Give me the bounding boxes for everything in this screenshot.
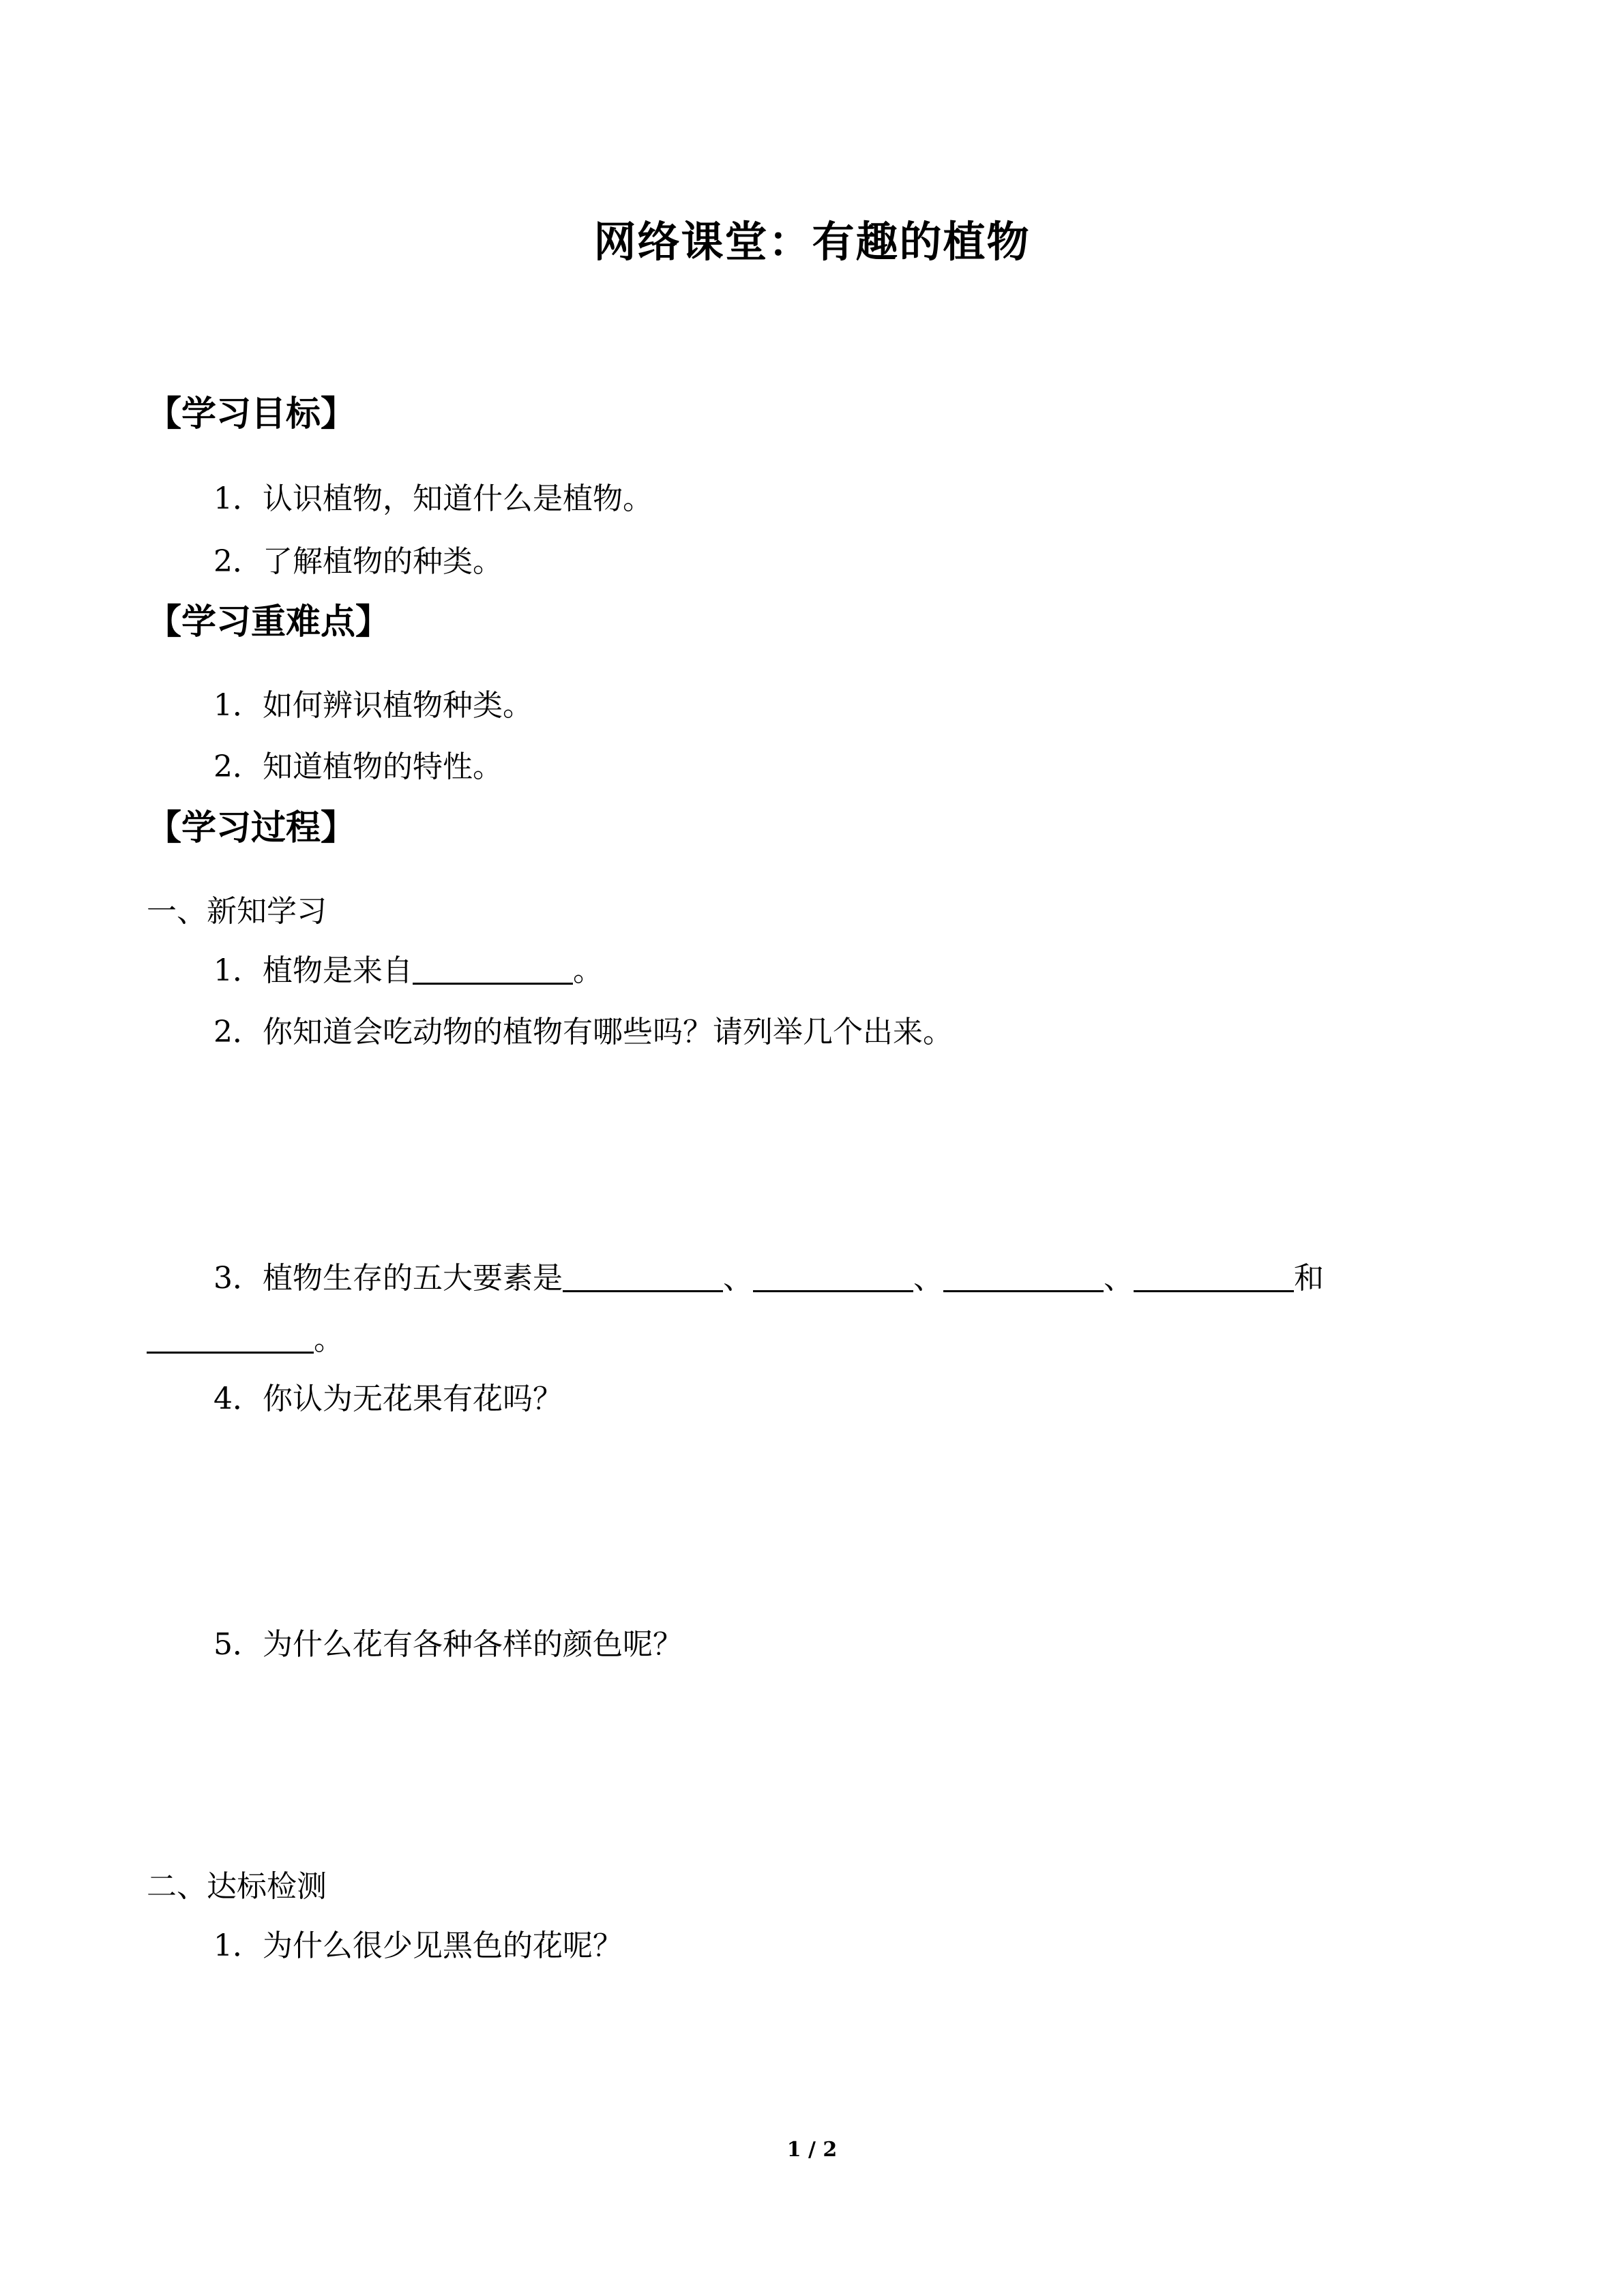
question-3-end: 。	[314, 1322, 344, 1357]
section-new-knowledge-title: 一、新知学习	[147, 894, 327, 929]
answer-blank[interactable]	[563, 1289, 723, 1292]
document-title: 网络课堂：有趣的植物	[593, 217, 1031, 267]
question-2: 2．你知道会吃动物的植物有哪些吗？请列举几个出来。	[213, 1015, 953, 1049]
key-points-heading: 【学习重难点】	[147, 601, 391, 642]
question-1	[213, 946, 603, 989]
separator: 、	[1104, 1261, 1134, 1296]
answer-blank[interactable]	[147, 1351, 314, 1354]
question-4: 4．你认为无花果有花吗？	[213, 1382, 563, 1416]
objective-item-1: 1．认识植物，知道什么是植物。	[213, 481, 653, 516]
question-1-end: 。	[573, 953, 603, 988]
page-number: 1 / 2	[786, 2138, 838, 2162]
section-assessment-title: 二、达标检测	[147, 1869, 327, 1904]
question-5: 5．为什么花有各种各样的颜色呢？	[213, 1627, 683, 1662]
answer-blank[interactable]	[943, 1289, 1104, 1292]
assessment-question-1: 1．为什么很少见黑色的花呢？	[213, 1928, 623, 1963]
key-point-item-1: 1．如何辨识植物种类。	[213, 688, 533, 723]
conjunction: 和	[1294, 1261, 1324, 1296]
objectives-heading: 【学习目标】	[147, 393, 356, 434]
question-1-text: 1．植物是来自	[213, 953, 413, 988]
process-heading: 【学习过程】	[147, 807, 356, 848]
answer-blank[interactable]	[1134, 1289, 1294, 1292]
question-3-text: 3．植物生存的五大要素是	[213, 1261, 563, 1296]
question-3-continuation	[147, 1315, 344, 1358]
separator: 、	[723, 1261, 753, 1296]
answer-blank[interactable]	[413, 982, 573, 985]
separator: 、	[913, 1261, 943, 1296]
objective-item-2: 2．了解植物的种类。	[213, 544, 503, 579]
key-point-item-2: 2．知道植物的特性。	[213, 749, 503, 784]
question-3	[213, 1253, 1324, 1297]
answer-blank[interactable]	[753, 1289, 913, 1292]
